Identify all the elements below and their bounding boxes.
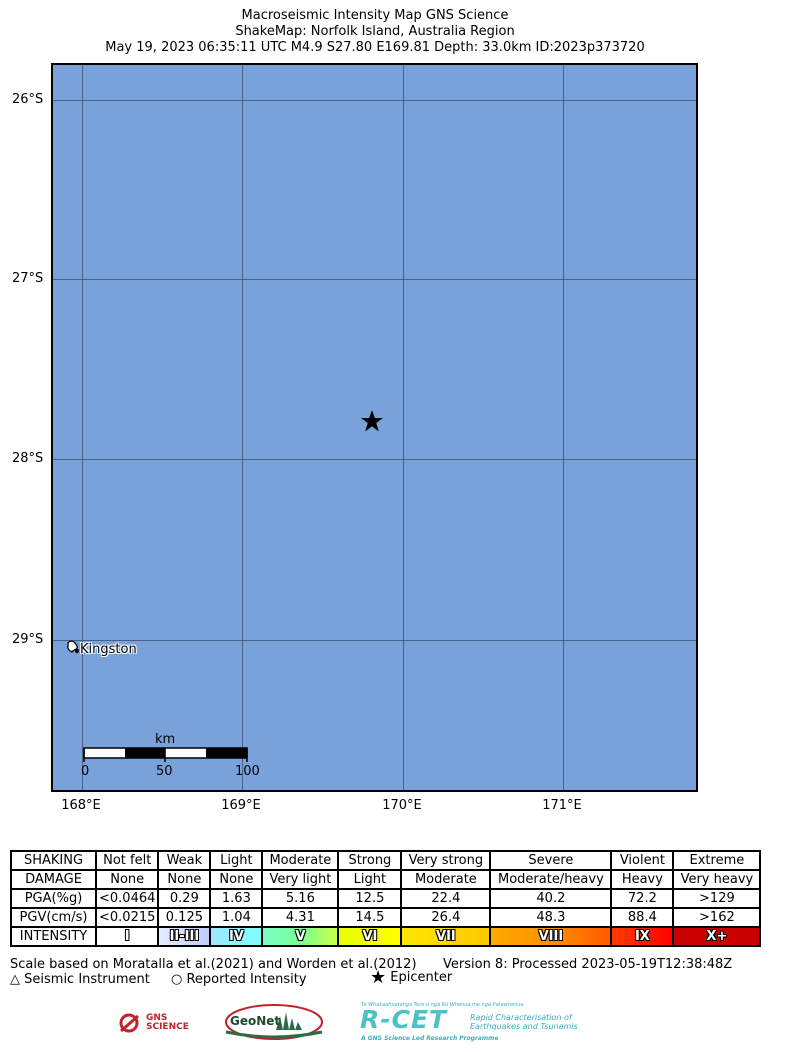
pga-cell: 72.2 [611, 889, 673, 908]
damage-cell: None [158, 870, 210, 889]
intensity-cell-vii: VII [401, 927, 490, 946]
city-label-kingston: Kingston [80, 642, 137, 657]
damage-cell: Very heavy [673, 870, 760, 889]
rcet-tagline: Te Whakaahuatanga Tere o ngā Rū Whenua me ngā Parawhenua [361, 1002, 524, 1008]
row-label-damage: DAMAGE [11, 870, 96, 889]
legend-row-pgv [11, 908, 760, 927]
grid-line-26s [53, 100, 696, 101]
scale-tick-50: 50 [156, 764, 173, 779]
shaking-cell: Violent [611, 851, 673, 870]
shaking-cell: Moderate [262, 851, 338, 870]
gns-science-logo [118, 1010, 189, 1036]
damage-cell: Moderate/heavy [490, 870, 611, 889]
pga-cell: 1.63 [210, 889, 262, 908]
pgv-cell: 0.125 [158, 908, 210, 927]
lat-label-29s: 29°S [12, 632, 44, 647]
legend-row-pga [11, 889, 760, 908]
pga-cell: 22.4 [401, 889, 490, 908]
pgv-cell: 26.4 [401, 908, 490, 927]
version-note: Version 8: Processed 2023-05-19T12:38:48Z [443, 957, 733, 972]
intensity-cell-ix: IX [611, 927, 673, 946]
gns-logo-text: GNS SCIENCE [146, 1013, 189, 1032]
shaking-cell: Light [210, 851, 262, 870]
intensity-cell-i: I [96, 927, 158, 946]
pgv-cell: 48.3 [490, 908, 611, 927]
grid-line-170e [403, 65, 404, 790]
damage-cell: Light [338, 870, 401, 889]
lat-label-26s: 26°S [12, 92, 44, 107]
grid-line-27s [53, 279, 696, 280]
pgv-cell: 1.04 [210, 908, 262, 927]
shaking-cell: Severe [490, 851, 611, 870]
scale-note: Scale based on Moratalla et al.(2021) and Worden et al.(2012) [10, 957, 417, 972]
scale-tick-0: 0 [81, 764, 90, 779]
pga-cell: >129 [673, 889, 760, 908]
rcet-sub: A GNS Science Led Research Programme [361, 1035, 499, 1042]
legend-row-damage [11, 870, 760, 889]
pga-cell: 0.29 [158, 889, 210, 908]
geonet-logo [224, 1002, 324, 1042]
lon-label-168e: 168°E [61, 798, 101, 813]
rcet-logo [358, 1002, 582, 1044]
star-icon: ★ [370, 967, 387, 988]
intensity-cell-x-plus: X+ [673, 927, 760, 946]
row-label-shaking: SHAKING [11, 851, 96, 870]
row-label-intensity: INTENSITY [11, 927, 96, 946]
lon-label-170e: 170°E [382, 798, 422, 813]
rcet-logo-text: R-CET [360, 1005, 448, 1034]
lon-label-169e: 169°E [221, 798, 261, 813]
scale-bar [83, 730, 263, 790]
pga-cell: 40.2 [490, 889, 611, 908]
intensity-cell-vi: VI [338, 927, 401, 946]
geonet-logo-text: GeoNet [230, 1014, 281, 1028]
intensity-cell-viii: VIII [490, 927, 611, 946]
island-icon [65, 639, 81, 655]
scale-tick-100: 100 [235, 764, 260, 779]
legend-reported-intensity [171, 972, 307, 987]
event-details: May 19, 2023 06:35:11 UTC M4.9 S27.80 E169.81 Depth: 33.0km ID:2023p373720 [105, 40, 645, 55]
star-icon [360, 409, 384, 433]
pga-cell: 12.5 [338, 889, 401, 908]
row-label-pga: PGA(%g) [11, 889, 96, 908]
rcet-desc-2: Earthquakes and Tsunamis [470, 1022, 578, 1031]
grid-line-28s [53, 459, 696, 460]
pga-cell: <0.0464 [96, 889, 158, 908]
triangle-icon: △ [10, 972, 20, 987]
damage-cell: Moderate [401, 870, 490, 889]
damage-cell: Heavy [611, 870, 673, 889]
scale-bar-graphic [83, 746, 249, 762]
map-area[interactable] [51, 63, 698, 792]
damage-cell: None [96, 870, 158, 889]
legend-row-shaking [11, 851, 760, 870]
grid-line-171e [563, 65, 564, 790]
circle-icon: ○ [171, 972, 183, 987]
map-subtitle: ShakeMap: Norfolk Island, Australia Region [235, 24, 515, 39]
shaking-cell: Weak [158, 851, 210, 870]
shaking-cell: Extreme [673, 851, 760, 870]
legend-seismic-instrument [10, 972, 150, 987]
legend-row-intensity [11, 927, 760, 946]
pgv-cell: 4.31 [262, 908, 338, 927]
pgv-cell: >162 [673, 908, 760, 927]
damage-cell: None [210, 870, 262, 889]
pga-cell: 5.16 [262, 889, 338, 908]
grid-line-169e [242, 65, 243, 790]
reported-label: Reported Intensity [186, 972, 307, 987]
pgv-cell: 88.4 [611, 908, 673, 927]
pgv-cell: <0.0215 [96, 908, 158, 927]
shaking-cell: Strong [338, 851, 401, 870]
map-title: Macroseismic Intensity Map GNS Science [241, 8, 509, 23]
lon-label-171e: 171°E [542, 798, 582, 813]
intensity-cell-iv: IV [210, 927, 262, 946]
scale-unit: km [155, 732, 176, 747]
epicenter-label: Epicenter [390, 970, 453, 985]
legend-epicenter [370, 967, 453, 988]
pgv-cell: 14.5 [338, 908, 401, 927]
rcet-desc-1: Rapid Characterisation of [470, 1013, 572, 1022]
intensity-cell-ii-iii: II-III [158, 927, 210, 946]
grid-line-29s [53, 640, 696, 641]
lat-label-28s: 28°S [12, 451, 44, 466]
damage-cell: Very light [262, 870, 338, 889]
lat-label-27s: 27°S [12, 271, 44, 286]
shaking-cell: Very strong [401, 851, 490, 870]
intensity-cell-v: V [262, 927, 338, 946]
grid-line-168e [82, 65, 83, 790]
row-label-pgv: PGV(cm/s) [11, 908, 96, 927]
seismic-label: Seismic Instrument [24, 972, 150, 987]
shaking-cell: Not felt [96, 851, 158, 870]
intensity-legend-table [10, 850, 761, 947]
